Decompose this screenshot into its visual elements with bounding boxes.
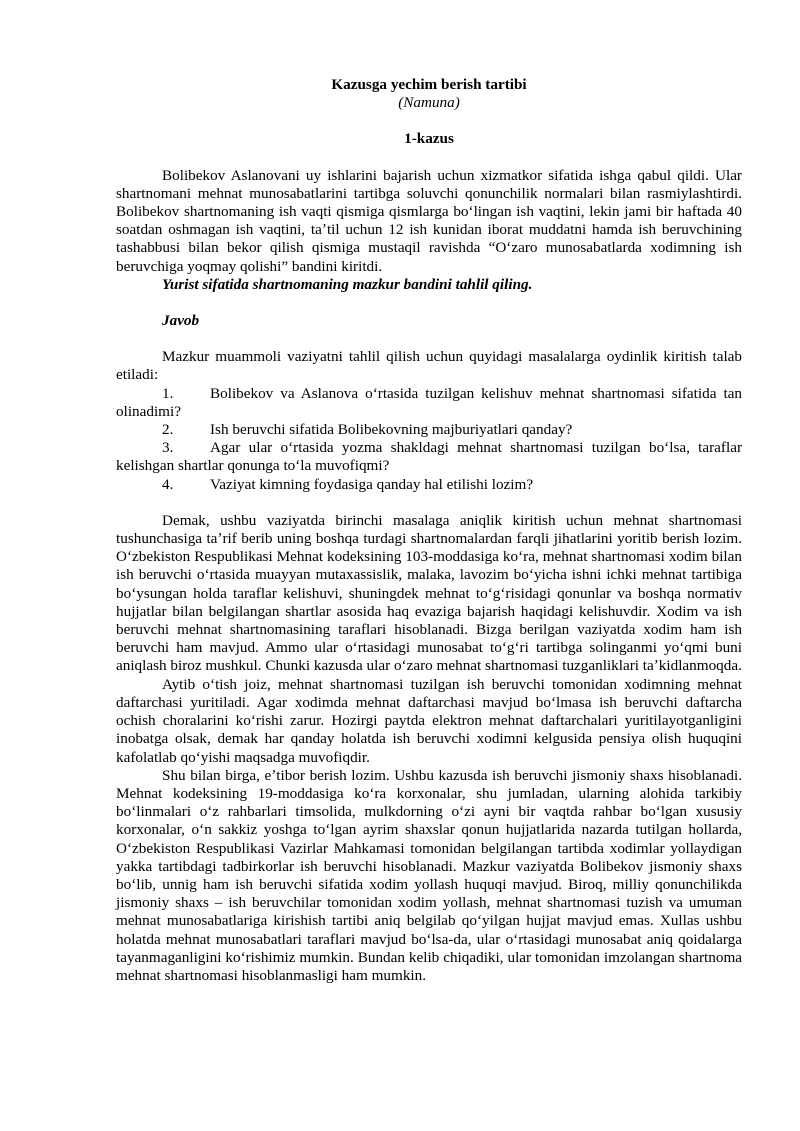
- question-number: 2.: [162, 421, 174, 439]
- question-number: 3.: [162, 439, 174, 457]
- question-number: 4.: [162, 475, 174, 493]
- spacer: [116, 494, 742, 512]
- question-number: 1.: [162, 384, 174, 402]
- question-item: [116, 421, 742, 439]
- body-paragraph: Shu bilan birga, eʼtibor berish lozim. Ushbu kazusda ish beruvchi jismoniy shaxs hisoblanadi. Mehnat kodeksining 19-moddasiga koʻra korxonalar, shu jumladan, ularning alohida tarkibiy boʻlinmalari oʻz rahbarlari timsolida, mulkdorning oʻzi ayni bir vaqtda rahbar boʻlgan xususiy korxonalar, oʻn sakkiz yoshga toʻlgan ayrim shaxslar qonun hujjatlarida nazarda tutilgan hollarda, Oʻzbekiston Respublikasi Vazirlar Mahkamasi tomonidan belgilangan tartibda xodimlar yollaydigan yakka tartibdagi tadbirkorlar ish beruvchi hisoblanadi. Mazkur vaziyatda Bolibekov jismoniy shaxs boʻlib, unnig ham ish beruvchi sifatida xodim yollash huquqi mavjud. Biroq, milliy qonunchilikda jismoniy shaxs – ish beruvchilar tomonidan xodim yollash, mehnat shartnomasi tuzish va umuman mehnat munosabatlariga kirishish tartibi aniq belgilab qoʻyilgan hujjat mavjud emas. Xullas ushbu holatda mehnat munosabatlari taraflari mavjud boʻlsa-da, ular oʻrtasidagi munosabat aniq qoidalarga tayanmaganligini koʻrishimiz mumkin. Bundan kelib chiqadiki, ular tomonidan imzolangan shartnoma mehnat shartnomasi hisoblanmasligi ham mumkin.: [116, 766, 742, 984]
- question-item: [116, 439, 742, 475]
- answer-label: Javob: [162, 312, 200, 330]
- question-text: Agar ular oʻrtasida yozma shakldagi mehnat shartnomasi tuzilgan boʻlsa, taraflar kelishgan shartlar qonunga toʻla muvofiqmi?: [116, 439, 742, 475]
- question-item: [116, 385, 742, 421]
- question-text: Ish beruvchi sifatida Bolibekovning majburiyatlari qanday?: [210, 421, 573, 439]
- case-text: Bolibekov Aslanovani uy ishlarini bajarish uchun xizmatkor sifatida ishga qabul qildi. Ular shartnomani mehnat munosabatlarini tartibga soluvchi qonunchilik normalari bilan rasmiylashtirdi. Bolibekov shartnomaning ish vaqti qismiga qismlarga boʻlingan ish vaqtini, lekin jami bir haftada 40 soatdan oshmagan ish vaqtini, taʼtil uchun 12 ish kunidan iborat muddatni hamda ish beruvchining tashabbusi bilan bekor qilish qismiga mustaqil ravishda “Oʻzaro munosabatlarda xodimning ish beruvchiga yoqmay qolishi” bandini kiritdi.: [116, 166, 742, 275]
- question-text: Vaziyat kimning foydasiga qanday hal etilishi lozim?: [210, 475, 534, 493]
- question-item: [116, 476, 742, 494]
- document-subtitle: (Namuna): [398, 94, 460, 112]
- case-label: 1-kazus: [404, 130, 454, 148]
- body-paragraph: Demak, ushbu vaziyatda birinchi masalaga aniqlik kiritish uchun mehnat shartnomasi tushunchasiga taʼrif berib uning boshqa turdagi shartnomalardan farqli jihatlarini yoritib berish lozim. Oʻzbekiston Respublikasi Mehnat kodeksining 103-moddasiga koʻra, mehnat shartnomasi xodim bilan ish beruvchi oʻrtasida muayyan mutaxassislik, malaka, lavozim boʻyicha ishni ichki mehnat tartibiga boʻysungan holda taraflar kelishuvi, shuningdek mehnat toʻgʻrisidagi qonunlar va boshqa normativ hujjatlar bilan belgilangan shartlar asosida haq evaziga bajarish haqidagi kelishuvdir. Xodim va ish beruvchi mehnat shartnomasining taraflari hisoblanadi. Bizga berilgan vaziyatda xodim ham ish beruvchi ham mavjud. Ammo ular oʻrtasidagi munosabat toʻgʻri tartibga solinganmi yoʻqmi buni aniqlash biroz mushkul. Chunki kazusda ular oʻzaro mehnat shartnomasi tuzganliklari taʼkidlanmoqda.: [116, 511, 742, 675]
- question-text: Bolibekov va Aslanova oʻrtasida tuzilgan kelishuv mehnat shartnomasi sifatida tan olinadimi?: [116, 384, 742, 420]
- task-text: Yurist sifatida shartnomaning mazkur bandini tahlil qiling.: [162, 275, 533, 293]
- document-page: [116, 76, 742, 985]
- document-title: Kazusga yechim berish tartibi: [331, 76, 527, 93]
- intro-text: Mazkur muammoli vaziyatni tahlil qilish uchun quyidagi masalalarga oydinlik kiritish talab etiladi:: [116, 348, 742, 384]
- body-paragraph: Aytib oʻtish joiz, mehnat shartnomasi tuzilgan ish beruvchi tomonidan xodimning mehnat daftarchasi yuritiladi. Agar xodimda mehnat daftarchasi mavjud boʻlmasa ish beruvchi daftarcha ochish choralarini koʻrishi zarur. Hozirgi paytda elektron mehnat daftarchalari yuritilayotganligini inobatga olsak, demak har qanday holatda ish beruvchi xodimni kelgusida pensiya olish huquqini kafolatlab qoʻyishi maqsadga muvofiqdir.: [116, 675, 742, 766]
